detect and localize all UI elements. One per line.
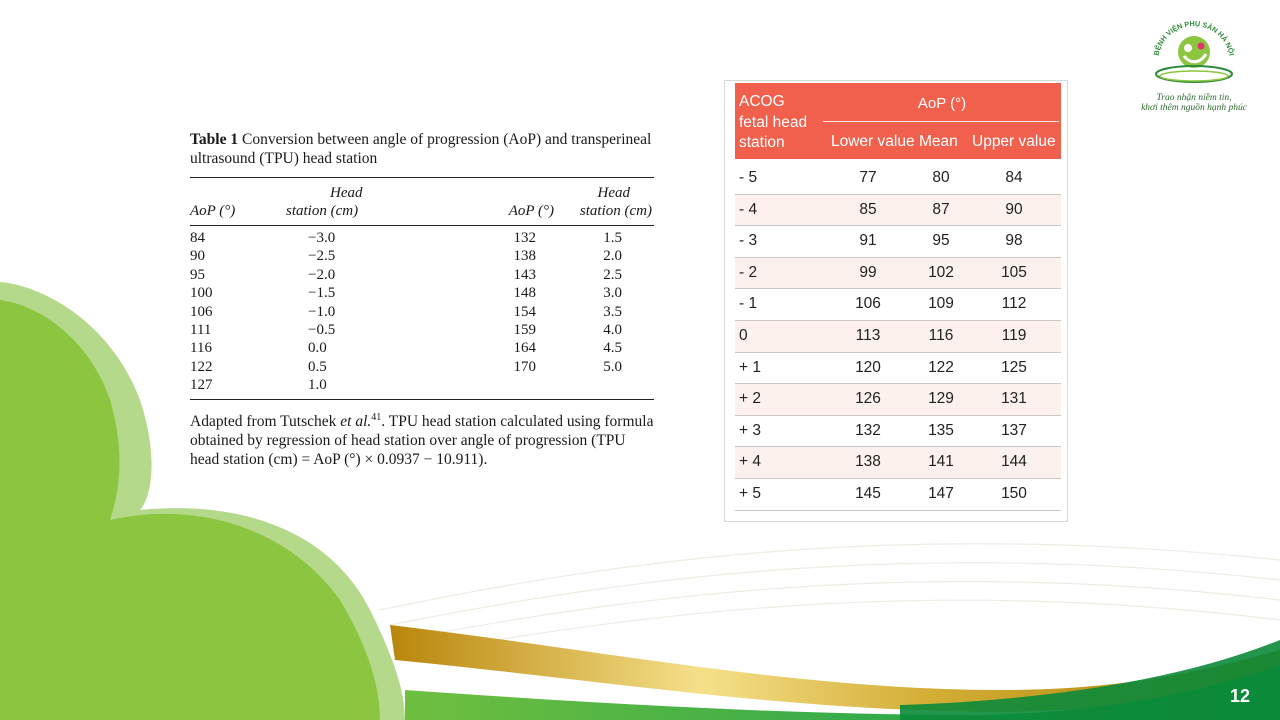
acog-cell-upper: 144	[1001, 453, 1027, 471]
acog-header-station	[739, 92, 807, 154]
acog-cell-lower: 120	[855, 358, 881, 376]
acog-header-station-line2: fetal head	[739, 113, 808, 131]
acog-cell-station: + 4	[739, 453, 761, 471]
hospital-logo-icon	[1148, 16, 1240, 92]
table1-cell-aop-left: 106	[190, 303, 213, 320]
acog-cell-lower: 77	[859, 169, 877, 186]
acog-cell-lower: 138	[855, 453, 881, 471]
acog-cell-mean: 109	[928, 295, 954, 313]
acog-cell-station: - 4	[739, 200, 758, 218]
acog-table-header	[735, 83, 1061, 159]
table1-cell-aop-left: 84	[190, 230, 205, 246]
acog-cell-lower: 91	[859, 232, 877, 250]
acog-table-row	[735, 289, 1061, 321]
acog-cell-station: + 3	[739, 421, 761, 439]
acog-cell-upper: 125	[1001, 358, 1027, 376]
page-number: 12	[1229, 686, 1251, 706]
table1-cell-aop-right: 164	[513, 340, 536, 357]
acog-table-row	[735, 384, 1061, 416]
table1-conversion	[190, 130, 654, 469]
table1-row	[190, 358, 654, 376]
table1-cell-aop-left: 111	[190, 322, 212, 339]
table1-cell-station-left: −2.5	[308, 248, 336, 265]
table1-cell-aop-right: 170	[513, 358, 536, 375]
table1-row	[190, 376, 654, 398]
acog-cell-mean: 135	[928, 421, 954, 439]
hospital-logo	[1138, 16, 1250, 112]
acog-table-row	[735, 258, 1061, 290]
acog-cell-station: 0	[739, 326, 748, 344]
footnote-post: . TPU head station calculated using formula obtained by regression of head station over angle of progression (TPU head station (cm) = AoP (°) × 0.0937 − 10.911).	[190, 412, 654, 468]
acog-cell-station: - 2	[739, 263, 758, 281]
table1-grid	[190, 178, 654, 399]
table1-row	[190, 321, 654, 339]
acog-cell-lower: 99	[859, 263, 877, 281]
acog-table-row	[735, 416, 1061, 448]
slogan-line-1: Trao nhận niềm tin,	[1156, 93, 1232, 103]
footnote-etal: et al.	[340, 412, 372, 430]
acog-cell-upper: 112	[1001, 295, 1027, 313]
table1-header-station-right-line1: Head	[597, 185, 630, 201]
table1-cell-aop-left: 90	[190, 248, 205, 265]
logo-arc-text: BỆNH VIỆN PHỤ SẢN HÀ NỘI	[1151, 18, 1237, 57]
acog-cell-lower: 106	[855, 295, 881, 313]
table1-header-row	[190, 178, 654, 226]
table1-cell-station-left: −0.5	[308, 322, 336, 339]
acog-cell-station: + 2	[739, 390, 761, 408]
table1-caption	[190, 130, 654, 168]
acog-cell-upper: 105	[1001, 263, 1027, 281]
table1-cell-station-right: 5.0	[603, 358, 622, 375]
acog-cell-upper: 150	[1001, 484, 1027, 502]
footnote-pre: Adapted from Tutschek	[190, 412, 341, 430]
table1-cell-station-left: −1.0	[308, 303, 336, 320]
acog-cell-upper: 131	[1001, 390, 1027, 408]
table1-cell-station-left: 0.5	[308, 358, 327, 375]
acog-table-row	[735, 226, 1061, 258]
footnote-ref: 41	[371, 411, 382, 423]
table1-row	[190, 339, 654, 357]
table1-cell-aop-right: 154	[513, 303, 536, 320]
table1-cell-station-right: 3.0	[603, 285, 622, 302]
acog-cell-lower: 145	[855, 484, 881, 502]
table1-header-station-left-line1: Head	[330, 185, 363, 201]
acog-cell-upper: 84	[1005, 169, 1023, 186]
table1-row	[190, 303, 654, 321]
table1-cell-station-left: 1.0	[308, 377, 327, 394]
acog-header-lower: Lower value	[831, 133, 915, 150]
table1-cell-station-right: 3.5	[603, 303, 622, 320]
table1-cell-aop-right: 138	[513, 248, 536, 265]
acog-cell-mean: 102	[928, 263, 954, 281]
acog-cell-mean: 147	[928, 484, 954, 502]
table1-header-station-right-line2: station (cm)	[579, 203, 652, 219]
acog-header-mean: Mean	[919, 133, 958, 150]
acog-header-station-line3: station	[739, 134, 785, 151]
acog-cell-upper: 90	[1005, 200, 1023, 218]
table1-cell-station-right: 2.0	[603, 248, 622, 265]
acog-cell-upper: 119	[1001, 326, 1027, 344]
table1-bottom-rule	[190, 399, 654, 400]
acog-cell-mean: 141	[928, 453, 954, 471]
table1-cell-aop-left: 100	[190, 285, 213, 302]
acog-table-row	[735, 163, 1061, 195]
acog-cell-mean: 87	[932, 200, 950, 218]
table1-cell-aop-left: 95	[190, 266, 205, 283]
table1-header-station-left	[278, 178, 386, 226]
table1-cell-station-left: −3.0	[308, 230, 336, 246]
acog-cell-lower: 85	[859, 200, 877, 218]
table1-cell-station-right: 4.0	[603, 322, 622, 339]
table1-caption-text: Conversion between angle of progression (AoP) and transperineal ultrasound (TPU) head station	[190, 131, 652, 167]
acog-cell-station: - 3	[739, 232, 758, 250]
table1-cell-aop-right: 159	[513, 322, 536, 339]
acog-table-row	[735, 447, 1061, 479]
table1-cell-station-left: −2.0	[308, 266, 336, 283]
acog-header-divider	[823, 121, 1059, 122]
table1-cell-aop-right: 132	[513, 230, 536, 246]
acog-cell-mean: 95	[932, 232, 950, 250]
table1-cell-station-left: 0.0	[308, 340, 327, 357]
table1-header-station-right	[558, 178, 654, 226]
acog-table-row	[735, 321, 1061, 353]
acog-cell-mean: 129	[928, 390, 954, 408]
acog-table-row	[735, 195, 1061, 227]
table1-cell-aop-left: 116	[190, 340, 212, 357]
acog-cell-lower: 132	[855, 421, 881, 439]
table1-cell-aop-right	[386, 376, 558, 398]
table1-row	[190, 226, 654, 247]
acog-cell-station: - 5	[739, 169, 758, 186]
table1-cell-aop-right: 143	[513, 266, 536, 283]
acog-header-upper: Upper value	[972, 133, 1056, 150]
table1-row	[190, 284, 654, 302]
table1-cell-aop-right: 148	[513, 285, 536, 302]
table1-caption-label: Table 1	[190, 131, 239, 148]
table1-row	[190, 266, 654, 284]
table1-cell-station-right: 4.5	[603, 340, 622, 357]
acog-table-row	[735, 479, 1061, 511]
acog-cell-mean: 80	[932, 169, 950, 186]
logo-slogan	[1138, 93, 1250, 113]
table1-cell-station-right	[558, 376, 654, 398]
acog-table-body	[735, 163, 1061, 511]
table1-header-aop-right: AoP (°)	[508, 203, 554, 219]
acog-cell-mean: 116	[928, 326, 954, 344]
acog-cell-lower: 113	[855, 326, 881, 344]
acog-station-table	[724, 80, 1068, 522]
table1-cell-aop-left: 122	[190, 358, 213, 375]
table1-header-aop-left: AoP (°)	[190, 203, 236, 219]
acog-cell-station: - 1	[739, 295, 758, 313]
acog-cell-station: + 5	[739, 484, 761, 502]
table1-cell-station-right: 1.5	[603, 230, 622, 246]
acog-cell-station: + 1	[739, 358, 761, 376]
slogan-line-2: khơi thêm nguồn hạnh phúc	[1141, 103, 1247, 113]
table1-cell-station-left: −1.5	[308, 285, 336, 302]
acog-cell-mean: 122	[928, 358, 954, 376]
acog-table-row	[735, 353, 1061, 385]
acog-header-station-line1: ACOG	[739, 93, 785, 110]
table1-footnote	[190, 408, 654, 469]
acog-cell-lower: 126	[855, 390, 881, 408]
table1-cell-aop-left: 127	[190, 377, 213, 394]
table1-cell-station-right: 2.5	[603, 266, 622, 283]
table1-row	[190, 247, 654, 265]
acog-cell-upper: 137	[1001, 421, 1027, 439]
acog-header-aop: AoP (°)	[917, 95, 967, 112]
table1-header-station-left-line2: station (cm)	[286, 203, 359, 219]
acog-cell-upper: 98	[1005, 232, 1023, 250]
